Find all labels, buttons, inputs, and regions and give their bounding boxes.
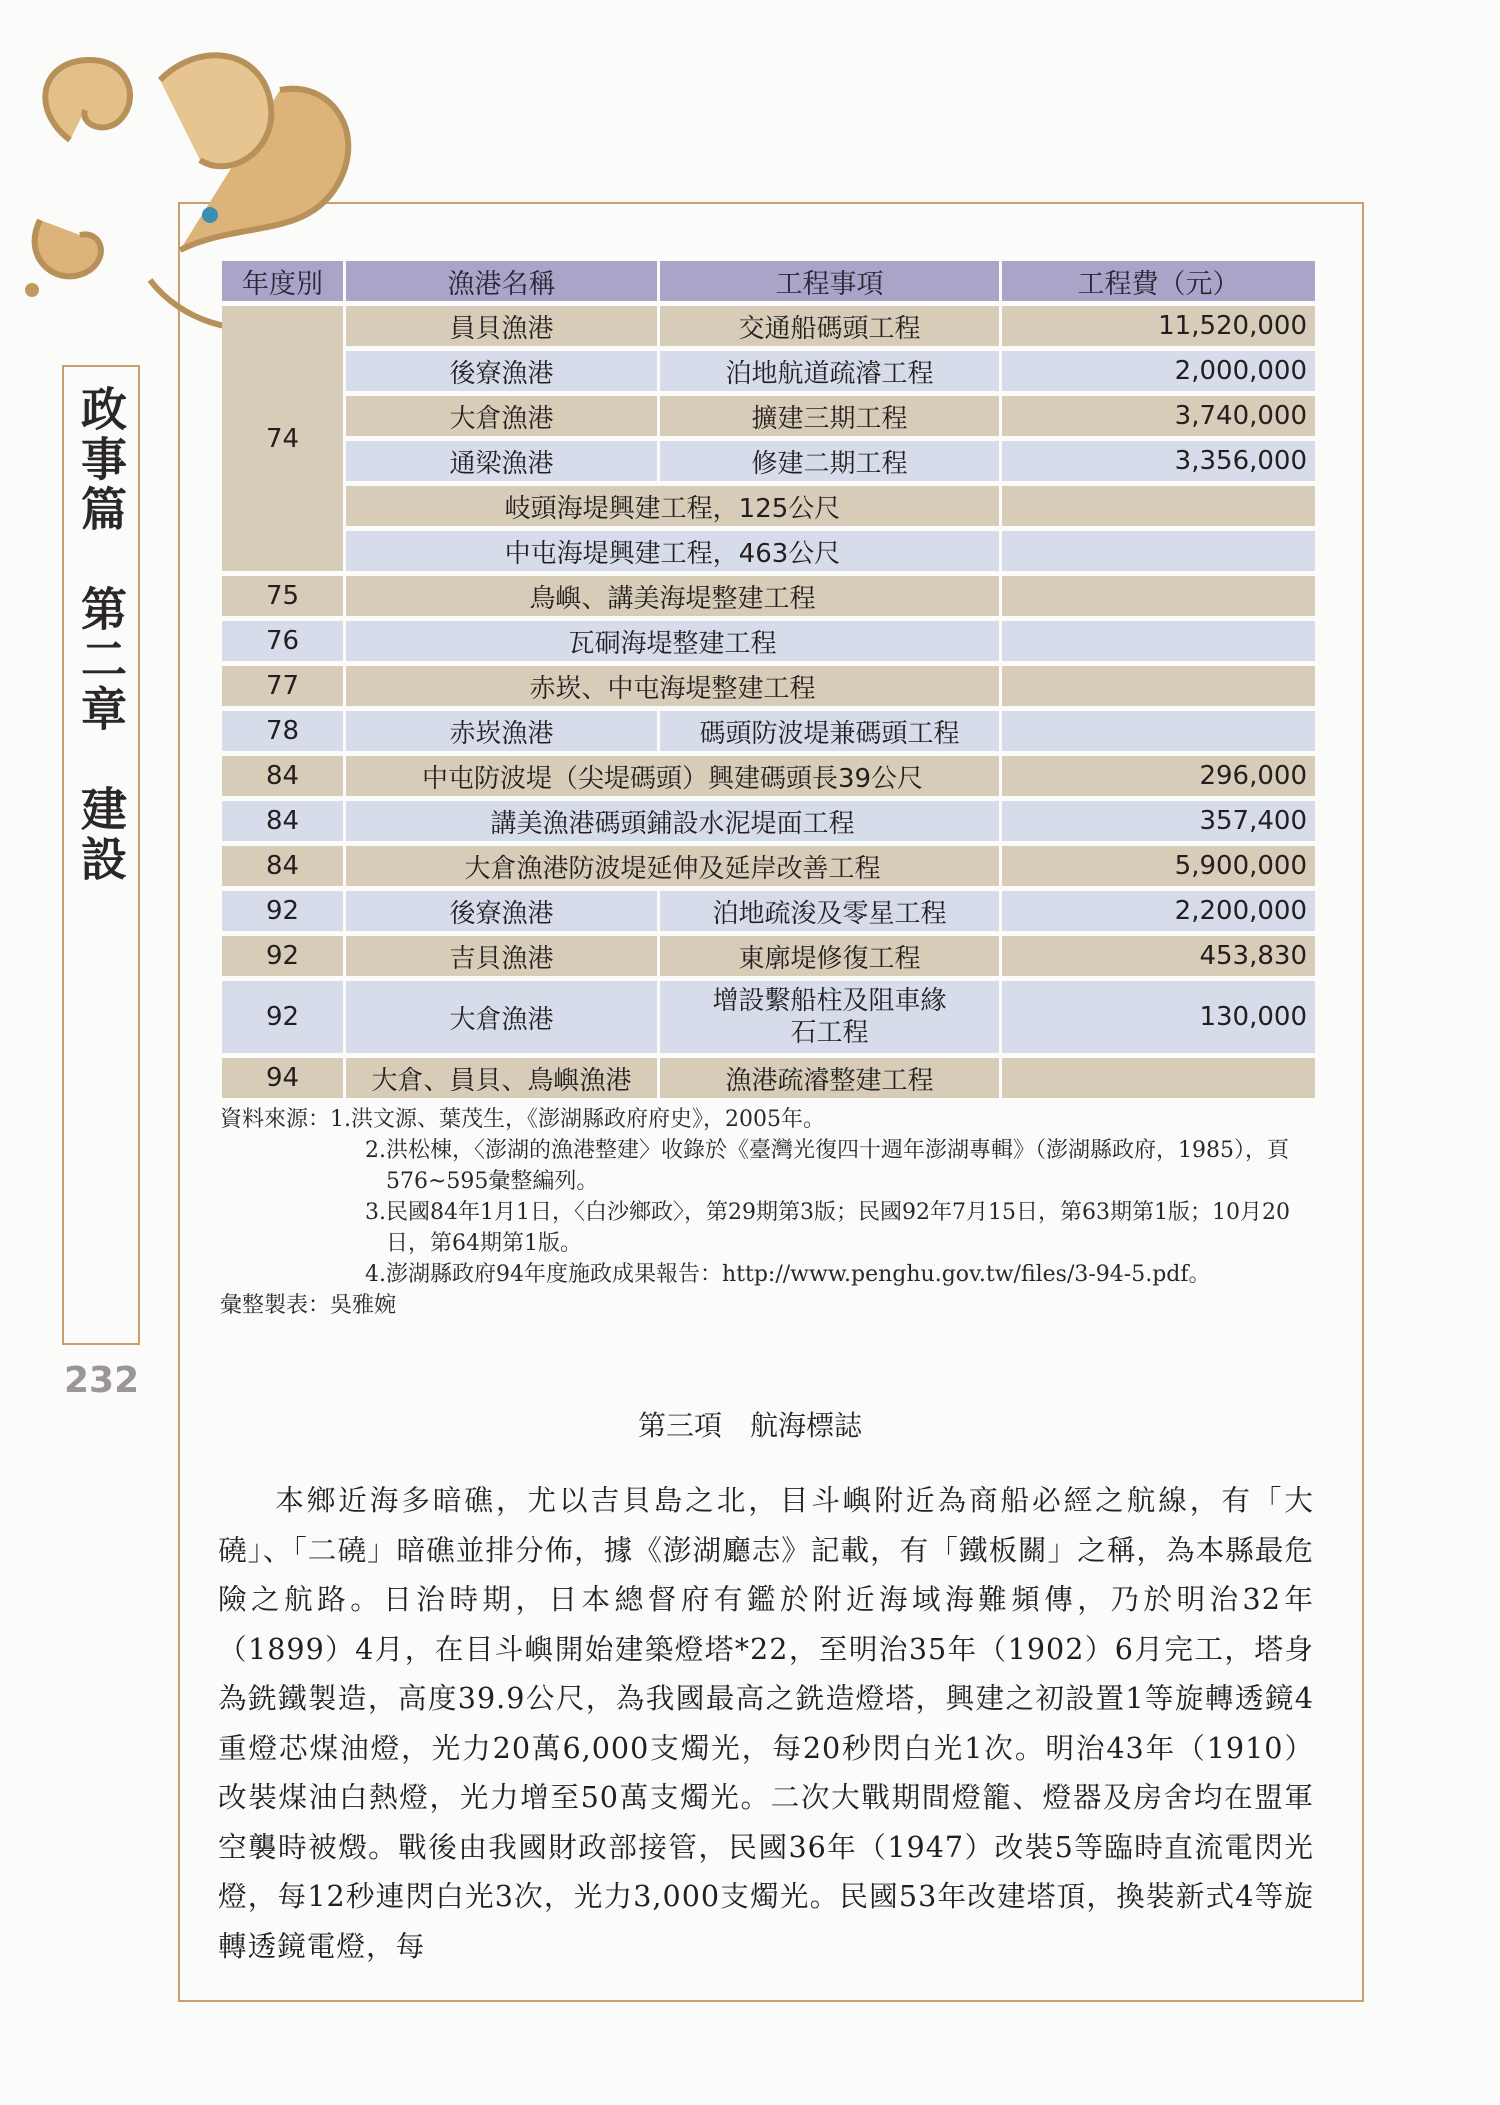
section-title: 第三項 航海標誌 — [637, 1409, 862, 1442]
table-row — [222, 936, 1318, 976]
cost-cell: 296,000 — [1002, 756, 1318, 796]
harbor-cell: 員貝漁港 — [346, 306, 660, 346]
merged-cell: 大倉漁港防波堤延伸及延岸改善工程 — [346, 846, 1002, 886]
cost-cell: 3,356,000 — [1002, 441, 1318, 481]
year-cell: 84 — [222, 846, 346, 886]
body-paragraph: 本鄉近海多暗礁，尤以吉貝島之北，目斗嶼附近為商船必經之航線，有「大磽」、「二磽」暗礁並排分佈，據《澎湖廳志》記載，有「鐵板關」之稱，為本縣最危險之航路。日治時期，日本總督府有鑑於附近海域海難頻傳，乃於明治32年（1899）4月，在目斗嶼開始建築燈塔*22，至明治35年（1902）6月完工，塔身為銑鐵製造，高度39.9公尺，為我國最高之銑造燈塔，興建之初設置1等旋轉透鏡4重燈芯煤油燈，光力20萬6,000支燭光，每20秒閃白光1次。明治43年（1910）改裝煤油白熱燈，光力增至50萬支燭光。二次大戰期間燈籠、燈器及房舍均在盟軍空襲時被燬。戰後由我國財政部接管，民國36年（1947）改裝5等臨時直流電閃光燈，每12秒連閃白光3次，光力3,000支燭光。民國53年改建塔頂，換裝新式4等旋轉透鏡電燈，每 — [218, 1483, 1314, 1963]
harbor-cell: 大倉、員貝、鳥嶼漁港 — [346, 1058, 660, 1098]
harbor-cell: 吉貝漁港 — [346, 936, 660, 976]
cost-cell — [1002, 621, 1318, 661]
merged-cell: 中屯海堤興建工程，463公尺 — [346, 531, 1002, 571]
source-item: 4.澎湖縣政府94年度施政成果報告：http://www.penghu.gov.tw/files/3-94-5.pdf。 — [365, 1262, 1211, 1287]
table-row — [222, 441, 1318, 481]
year-cell: 92 — [222, 981, 346, 1053]
work-cell: 東廓堤修復工程 — [660, 936, 1002, 976]
cost-cell: 2,000,000 — [1002, 351, 1318, 391]
source-item — [220, 1104, 1320, 1135]
cost-cell: 453,830 — [1002, 936, 1318, 976]
year-cell: 94 — [222, 1058, 346, 1098]
work-cell: 交通船碼頭工程 — [660, 306, 1002, 346]
year-cell: 92 — [222, 891, 346, 931]
cost-cell — [1002, 1058, 1318, 1098]
cost-cell — [1002, 486, 1318, 526]
chapter-side-tab — [62, 365, 140, 1345]
merged-cell: 瓦硐海堤整建工程 — [346, 621, 1002, 661]
cost-cell: 357,400 — [1002, 801, 1318, 841]
cost-cell — [1002, 666, 1318, 706]
table-row — [222, 351, 1318, 391]
table-row — [222, 306, 1318, 346]
header-harbor: 漁港名稱 — [346, 261, 660, 301]
work-cell: 泊地航道疏濬工程 — [660, 351, 1002, 391]
table-row — [222, 891, 1318, 931]
table-row — [222, 756, 1318, 796]
table-row — [222, 981, 1318, 1053]
header-work: 工程事項 — [660, 261, 1002, 301]
merged-cell: 中屯防波堤（尖堤碼頭）興建碼頭長39公尺 — [346, 756, 1002, 796]
table-row — [222, 621, 1318, 661]
cost-cell: 5,900,000 — [1002, 846, 1318, 886]
harbor-projects-table — [222, 256, 1318, 1103]
work-cell: 漁港疏濬整建工程 — [660, 1058, 1002, 1098]
year-cell: 92 — [222, 936, 346, 976]
work-cell: 增設繫船柱及阻車緣石工程 — [660, 981, 1002, 1053]
year-cell: 84 — [222, 801, 346, 841]
chapter-title: 政事篇 第二章 建設 — [74, 385, 128, 885]
table-row — [222, 1058, 1318, 1098]
table-header-row — [222, 261, 1318, 301]
year-cell: 74 — [222, 306, 346, 571]
work-cell: 擴建三期工程 — [660, 396, 1002, 436]
source-item: 2.洪松棟，〈澎湖的漁港整建〉收錄於《臺灣光復四十週年澎湖專輯》（澎湖縣政府，1985），頁576~595彙整編列。 — [365, 1138, 1289, 1194]
source-notes — [220, 1104, 1320, 1321]
table-row — [222, 486, 1318, 526]
harbor-cell: 赤崁漁港 — [346, 711, 660, 751]
cost-cell: 3,740,000 — [1002, 396, 1318, 436]
merged-cell: 岐頭海堤興建工程，125公尺 — [346, 486, 1002, 526]
harbor-cell: 大倉漁港 — [346, 396, 660, 436]
merged-cell: 鳥嶼、講美海堤整建工程 — [346, 576, 1002, 616]
compiler-credit: 彙整製表：吳雅婉 — [220, 1293, 397, 1318]
work-cell: 碼頭防波堤兼碼頭工程 — [660, 711, 1002, 751]
year-cell: 77 — [222, 666, 346, 706]
source-item: 3.民國84年1月1日，〈白沙鄉政〉，第29期第3版；民國92年7月15日，第63期第1版；10月20日，第64期第1版。 — [365, 1200, 1290, 1256]
cost-cell — [1002, 531, 1318, 571]
year-cell: 75 — [222, 576, 346, 616]
year-cell: 76 — [222, 621, 346, 661]
harbor-cell: 後寮漁港 — [346, 351, 660, 391]
cost-cell: 2,200,000 — [1002, 891, 1318, 931]
work-cell: 修建二期工程 — [660, 441, 1002, 481]
cost-cell: 130,000 — [1002, 981, 1318, 1053]
cost-cell — [1002, 576, 1318, 616]
header-year: 年度別 — [222, 261, 346, 301]
header-cost: 工程費（元） — [1002, 261, 1318, 301]
cost-cell — [1002, 711, 1318, 751]
harbor-cell: 大倉漁港 — [346, 981, 660, 1053]
year-cell: 78 — [222, 711, 346, 751]
merged-cell: 赤崁、中屯海堤整建工程 — [346, 666, 1002, 706]
source-label: 資料來源： — [220, 1107, 331, 1132]
table-row — [222, 396, 1318, 436]
harbor-cell: 後寮漁港 — [346, 891, 660, 931]
table-row — [222, 801, 1318, 841]
table-row — [222, 711, 1318, 751]
table-row — [222, 576, 1318, 616]
merged-cell: 講美漁港碼頭鋪設水泥堤面工程 — [346, 801, 1002, 841]
source-text: 1.洪文源、葉茂生，《澎湖縣政府府史》，2005年。 — [330, 1107, 825, 1132]
cost-cell: 11,520,000 — [1002, 306, 1318, 346]
year-cell: 84 — [222, 756, 346, 796]
harbor-cell: 通梁漁港 — [346, 441, 660, 481]
work-cell: 泊地疏浚及零星工程 — [660, 891, 1002, 931]
table-row — [222, 531, 1318, 571]
table-row — [222, 666, 1318, 706]
page-number: 232 — [64, 1360, 140, 1401]
table-row — [222, 846, 1318, 886]
